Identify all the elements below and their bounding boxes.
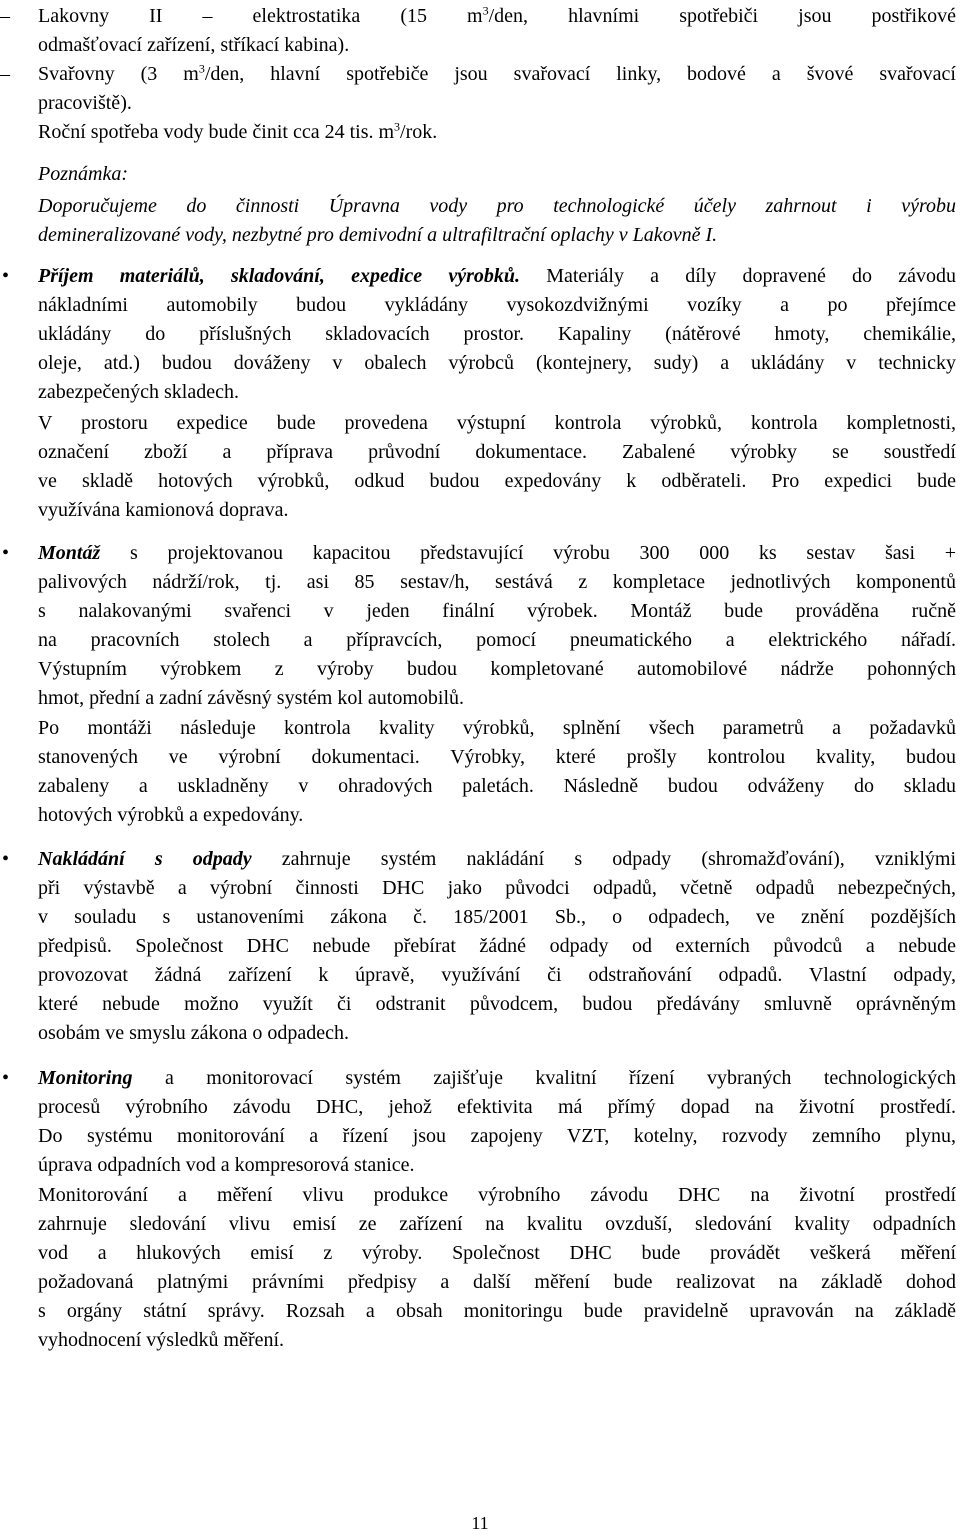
bullet-line: Po montáži následuje kontrola kvality výrobků, splnění všech parametrů a požadavků <box>38 717 956 739</box>
bullet-line: v souladu s ustanoveními zákona č. 185/2001 Sb., o odpadech, ve znění pozdějších <box>38 906 956 928</box>
bullet-line: při výstavbě a výrobní činnosti DHC jako původci odpadů, včetně odpadů nebezpečných, <box>38 877 956 899</box>
bullet-odpady-line: Nakládání s odpady zahrnuje systém nakládání s odpady (shromažďování), vzniklými <box>38 848 957 870</box>
bullet-prijem-line: Příjem materiálů, skladování, expedice výrobků. Materiály a díly dopravené do závodu <box>38 265 956 287</box>
bullet-line: předpisů. Společnost DHC nebude přebírat žádné odpady od externích původců a nebude <box>38 935 956 957</box>
bullet-line: stanovených ve výrobní dokumentaci. Výrobky, které prošly kontrolou kvality, budou <box>38 746 956 768</box>
bullet-line: V prostoru expedice bude provedena výstupní kontrola výrobků, kontrola kompletnosti, <box>38 412 956 434</box>
bullet-line: zahrnuje sledování vlivu emisí ze zařízení na kvalitu ovzduší, sledování kvality odpadních <box>38 1213 956 1235</box>
bullet-line: využívána kamionová doprava. <box>38 499 289 521</box>
bullet-line: označení zboží a příprava průvodní dokumentace. Zabalené výrobky se soustředí <box>38 441 956 463</box>
bullet-line: s orgány státní správy. Rozsah a obsah monitoringu bude pravidelně upravován na základě <box>38 1300 956 1322</box>
bullet-montaz-line: Montáž s projektovanou kapacitou představující výrobu 300 000 ks sestav šasi + <box>38 542 956 564</box>
list-item-lakovny: Lakovny II – elektrostatika (15 $m^3$/den, hlavními spotřebiči jsou postřikové <box>38 3 956 27</box>
bullet-line: které nebude možno využít či odstranit původcem, budou předávány smluvně oprávněným <box>38 993 956 1015</box>
bullet-line: zabezpečených skladech. <box>38 381 239 403</box>
note-label: Poznámka: <box>38 163 128 185</box>
bullet-marker: • <box>2 848 10 870</box>
dash-marker: – <box>0 63 10 85</box>
bullet-line: vyhodnocení výsledků měření. <box>38 1329 285 1351</box>
bullet-line: vod a hlukových emisí z výroby. Společnost DHC bude provádět veškerá měření <box>38 1242 956 1264</box>
note-line: demineralizované vody, nezbytné pro demivodní a ultrafiltrační oplachy v Lakovně I. <box>38 224 718 246</box>
bullet-line: hotových výrobků a expedovány. <box>38 804 304 826</box>
bullet-line: hmot, přední a zadní závěsný systém kol automobilů. <box>38 687 465 709</box>
bullet-line: osobám ve smyslu zákona o odpadech. <box>38 1022 350 1044</box>
bullet-line: zabaleny a uskladněny v ohradových paletách. Následně budou odváženy do skladu <box>38 775 956 797</box>
bullet-line: Výstupním výrobkem z výroby budou kompletované automobilové nádrže pohonných <box>38 658 956 680</box>
bullet-line: ve skladě hotových výrobků, odkud budou expedovány k odběrateli. Pro expedici bude <box>38 470 956 492</box>
bullet-line: nákladními automobily budou vykládány vysokozdvižnými vozíky a po přejímce <box>38 294 956 316</box>
bullet-marker: • <box>2 542 10 564</box>
bullet-line: Do systému monitorování a řízení jsou zapojeny VZT, kotelny, rozvody zemního plynu, <box>38 1125 956 1147</box>
list-item-svarovny: Svařovny (3 $m^3$/den, hlavní spotřebiče jsou svařovací linky, bodové a švové svařovací <box>38 61 956 85</box>
bullet-line: provozovat žádná zařízení k úpravě, využívání či odstraňování odpadů. Vlastní odpady, <box>38 964 956 986</box>
bullet-line: požadovaná platnými právními předpisy a další měření bude realizovat na základě dohod <box>38 1271 956 1293</box>
bullet-line: ukládány do příslušných skladovacích prostor. Kapaliny (nátěrové hmoty, chemikálie, <box>38 323 956 345</box>
bullet-line: úprava odpadních vod a kompresorová stanice. <box>38 1154 415 1176</box>
bullet-line: na pracovních stolech a přípravcích, pomocí pneumatického a elektrického nářadí. <box>38 629 956 651</box>
annual-consumption: Roční spotřeba vody bude činit cca 24 tis. $m^3$/rok. <box>38 119 438 143</box>
bullet-line: s nalakovanými svařenci v jeden finální výrobek. Montáž bude prováděna ručně <box>38 600 956 622</box>
bullet-monitoring-line: Monitoring a monitorovací systém zajišťuje kvalitní řízení vybraných technologických <box>38 1067 956 1089</box>
bullet-line: procesů výrobního závodu DHC, jehož efektivita má přímý dopad na životní prostředí. <box>38 1096 956 1118</box>
list-item-svarovny-cont: pracoviště). <box>38 92 132 114</box>
list-item-lakovny-cont: odmašťovací zařízení, stříkací kabina). <box>38 34 350 56</box>
bullet-line: oleje, atd.) budou dováženy v obalech výrobců (kontejnery, sudy) a ukládány v technicky <box>38 352 956 374</box>
bullet-marker: • <box>2 1067 10 1089</box>
page-number: 11 <box>471 1513 489 1533</box>
bullet-marker: • <box>2 265 10 287</box>
bullet-line: palivových nádrží/rok, tj. asi 85 sestav/h, sestává z kompletace jednotlivých komponentů <box>38 571 956 593</box>
dash-marker: – <box>0 5 10 27</box>
bullet-line: Monitorování a měření vlivu produkce výrobního závodu DHC na životní prostředí <box>38 1184 956 1206</box>
note-line: Doporučujeme do činnosti Úpravna vody pro technologické účely zahrnout i výrobu <box>38 195 956 217</box>
